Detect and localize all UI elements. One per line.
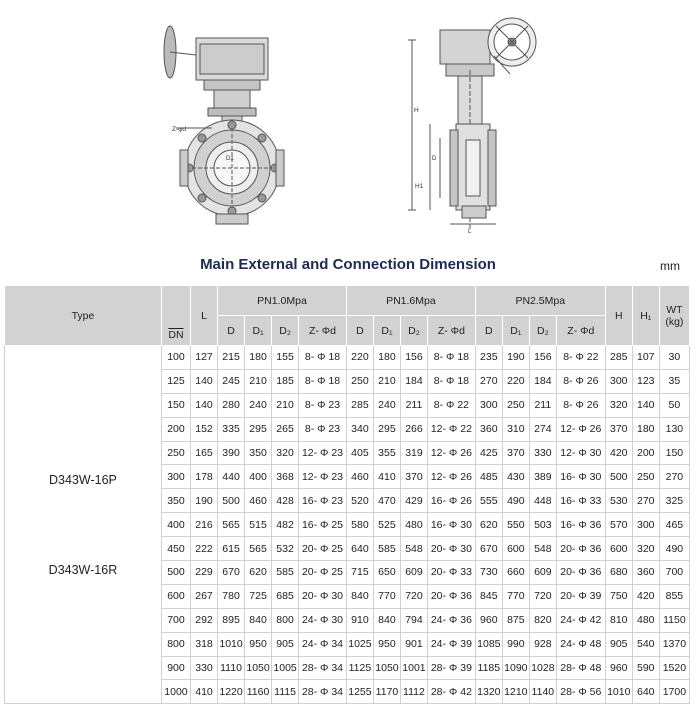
table-cell: 465 — [659, 513, 689, 537]
table-cell: 555 — [475, 489, 502, 513]
table-cell: 840 — [373, 608, 400, 632]
table-cell: 123 — [632, 369, 659, 393]
table-cell: 8- Φ 18 — [427, 369, 475, 393]
front-view-drawing — [164, 26, 284, 224]
table-cell: 300 — [161, 465, 190, 489]
table-cell: 24- Φ 42 — [556, 608, 605, 632]
table-cell: 140 — [191, 393, 218, 417]
table-cell: 480 — [400, 513, 427, 537]
table-cell: 1220 — [218, 680, 245, 704]
table-cell: 250 — [161, 441, 190, 465]
page-title: Main External and Connection Dimension — [200, 256, 496, 273]
table-cell: 700 — [659, 561, 689, 585]
table-cell: 285 — [346, 393, 373, 417]
table-cell: 12- Φ 23 — [299, 441, 347, 465]
table-cell: 292 — [191, 608, 218, 632]
table-cell: 360 — [475, 417, 502, 441]
dimension-table — [4, 285, 690, 704]
header-d1: D₁ — [373, 316, 400, 346]
table-cell: 503 — [529, 513, 556, 537]
table-cell: 28- Φ 42 — [427, 680, 475, 704]
table-cell: 267 — [191, 584, 218, 608]
table-cell: 28- Φ 34 — [299, 656, 347, 680]
table-cell: 295 — [373, 417, 400, 441]
table-cell: 300 — [632, 513, 659, 537]
table-cell: 330 — [529, 441, 556, 465]
table-cell: 20- Φ 39 — [556, 584, 605, 608]
table-cell: 770 — [373, 584, 400, 608]
table-cell: 400 — [161, 513, 190, 537]
table-cell: 20- Φ 25 — [299, 537, 347, 561]
table-cell: 340 — [346, 417, 373, 441]
table-cell: 184 — [400, 369, 427, 393]
h1-label: H1 — [415, 183, 424, 190]
table-cell: 8- Φ 18 — [427, 346, 475, 370]
table-cell: 490 — [502, 489, 529, 513]
header-d2: D₂ — [272, 316, 299, 346]
table-cell: 1110 — [218, 656, 245, 680]
table-cell: 16- Φ 25 — [299, 513, 347, 537]
table-body — [5, 346, 690, 704]
table-cell: 1112 — [400, 680, 427, 704]
table-cell: 30 — [659, 346, 689, 370]
table-cell: 548 — [529, 537, 556, 561]
table-cell: 448 — [529, 489, 556, 513]
table-cell: 319 — [400, 441, 427, 465]
table-cell: 250 — [346, 369, 373, 393]
table-cell: 150 — [161, 393, 190, 417]
header-pn10: PN1.0Mpa — [218, 286, 347, 316]
table-cell: 140 — [191, 369, 218, 393]
table-cell: 190 — [191, 489, 218, 513]
table-cell: 24- Φ 36 — [427, 608, 475, 632]
header-dn — [161, 286, 190, 346]
table-cell: 300 — [475, 393, 502, 417]
side-view-drawing — [408, 18, 536, 230]
header-z-phi-d: Z- Φd — [427, 316, 475, 346]
table-cell: 20- Φ 36 — [556, 537, 605, 561]
table-cell: 1025 — [346, 632, 373, 656]
header-z-phi-d: Z- Φd — [299, 316, 347, 346]
d-label: D — [432, 156, 437, 162]
table-cell: 840 — [245, 608, 272, 632]
table-cell: 320 — [272, 441, 299, 465]
table-cell: 370 — [605, 417, 632, 441]
table-cell: 270 — [632, 489, 659, 513]
table-cell: 565 — [218, 513, 245, 537]
table-cell: 640 — [346, 537, 373, 561]
header-d: D — [218, 316, 245, 346]
table-cell: 12- Φ 26 — [427, 441, 475, 465]
table-cell: 210 — [272, 393, 299, 417]
table-cell: 320 — [605, 393, 632, 417]
table-cell: 250 — [502, 393, 529, 417]
header-d: D — [475, 316, 502, 346]
table-cell: 24- Φ 39 — [427, 632, 475, 656]
table-cell: 1085 — [475, 632, 502, 656]
table-cell: 295 — [245, 417, 272, 441]
header-type: Type — [5, 286, 162, 346]
table-cell: 240 — [245, 393, 272, 417]
table-cell: 900 — [161, 656, 190, 680]
table-cell: 355 — [373, 441, 400, 465]
table-cell: 16- Φ 30 — [556, 465, 605, 489]
table-cell: 127 — [191, 346, 218, 370]
table-cell: 155 — [272, 346, 299, 370]
table-cell: 150 — [659, 441, 689, 465]
table-cell: 500 — [605, 465, 632, 489]
table-cell: 1700 — [659, 680, 689, 704]
table-cell: 428 — [272, 489, 299, 513]
table-row — [5, 346, 690, 370]
table-cell: 20- Φ 30 — [299, 584, 347, 608]
table-cell: 730 — [475, 561, 502, 585]
table-cell: 180 — [245, 346, 272, 370]
table-cell: 800 — [272, 608, 299, 632]
table-cell: 950 — [373, 632, 400, 656]
table-cell: 1000 — [161, 680, 190, 704]
table-cell: 520 — [346, 489, 373, 513]
h-label: H — [414, 107, 419, 114]
table-cell: 440 — [218, 465, 245, 489]
table-cell: 620 — [475, 513, 502, 537]
table-cell: 780 — [218, 584, 245, 608]
table-cell: 500 — [161, 561, 190, 585]
table-cell: 580 — [346, 513, 373, 537]
table-cell: 1170 — [373, 680, 400, 704]
type-label: D343W-16R — [48, 562, 118, 577]
header-d1: D₁ — [245, 316, 272, 346]
table-cell: 450 — [161, 537, 190, 561]
table-cell: 430 — [502, 465, 529, 489]
table-cell: 720 — [400, 584, 427, 608]
table-cell: 1320 — [475, 680, 502, 704]
table-cell: 1185 — [475, 656, 502, 680]
table-cell: 24- Φ 48 — [556, 632, 605, 656]
table-cell: 360 — [632, 561, 659, 585]
table-cell: 325 — [659, 489, 689, 513]
table-cell: 425 — [475, 441, 502, 465]
table-cell: 24- Φ 34 — [299, 632, 347, 656]
table-cell: 200 — [632, 441, 659, 465]
table-cell: 330 — [191, 656, 218, 680]
header-wt: WT (kg) — [659, 286, 689, 346]
table-cell: 1010 — [605, 680, 632, 704]
table-cell: 460 — [346, 465, 373, 489]
header-d2: D₂ — [400, 316, 427, 346]
table-cell: 178 — [191, 465, 218, 489]
table-cell: 12- Φ 30 — [556, 441, 605, 465]
table-cell: 8- Φ 18 — [299, 369, 347, 393]
table-cell: 530 — [605, 489, 632, 513]
table-cell: 565 — [245, 537, 272, 561]
table-cell: 670 — [475, 537, 502, 561]
header-pn25: PN2.5Mpa — [475, 286, 605, 316]
table-cell: 130 — [659, 417, 689, 441]
table-cell: 1125 — [346, 656, 373, 680]
table-cell: 460 — [245, 489, 272, 513]
table-cell: 280 — [218, 393, 245, 417]
table-cell: 650 — [373, 561, 400, 585]
table-cell: 1050 — [245, 656, 272, 680]
table-cell: 12- Φ 26 — [556, 417, 605, 441]
table-cell: 1115 — [272, 680, 299, 704]
table-cell: 220 — [346, 346, 373, 370]
table-cell: 1090 — [502, 656, 529, 680]
table-cell: 515 — [245, 513, 272, 537]
header-d2: D₂ — [529, 316, 556, 346]
table-cell: 725 — [245, 584, 272, 608]
table-cell: 240 — [373, 393, 400, 417]
table-cell: 500 — [218, 489, 245, 513]
table-cell: 28- Φ 39 — [427, 656, 475, 680]
table-cell: 794 — [400, 608, 427, 632]
table-cell: 1255 — [346, 680, 373, 704]
table-cell: 820 — [529, 608, 556, 632]
table-cell: 310 — [502, 417, 529, 441]
header-pn16: PN1.6Mpa — [346, 286, 475, 316]
table-cell: 245 — [218, 369, 245, 393]
table-cell: 28- Φ 56 — [556, 680, 605, 704]
table-cell: 810 — [605, 608, 632, 632]
table-cell: 24- Φ 30 — [299, 608, 347, 632]
table-cell: 100 — [161, 346, 190, 370]
table-cell: 16- Φ 30 — [427, 513, 475, 537]
table-cell: 950 — [245, 632, 272, 656]
table-cell: 12- Φ 23 — [299, 465, 347, 489]
table-cell: 990 — [502, 632, 529, 656]
table-cell: 16- Φ 23 — [299, 489, 347, 513]
table-cell: 840 — [346, 584, 373, 608]
table-cell: 660 — [502, 561, 529, 585]
header-d: D — [346, 316, 373, 346]
table-cell: 8- Φ 22 — [427, 393, 475, 417]
table-cell: 270 — [659, 465, 689, 489]
table-cell: 1010 — [218, 632, 245, 656]
table-cell: 300 — [605, 369, 632, 393]
table-cell: 410 — [191, 680, 218, 704]
table-cell: 855 — [659, 584, 689, 608]
l-label: L — [468, 229, 472, 235]
table-cell: 8- Φ 23 — [299, 417, 347, 441]
table-cell: 165 — [191, 441, 218, 465]
table-cell: 895 — [218, 608, 245, 632]
table-cell: 235 — [475, 346, 502, 370]
table-cell: 585 — [373, 537, 400, 561]
table-cell: 370 — [502, 441, 529, 465]
table-cell: 210 — [373, 369, 400, 393]
table-cell: 216 — [191, 513, 218, 537]
table-cell: 700 — [161, 608, 190, 632]
table-cell: 845 — [475, 584, 502, 608]
table-cell: 222 — [191, 537, 218, 561]
table-cell: 1028 — [529, 656, 556, 680]
table-cell: 600 — [502, 537, 529, 561]
table-cell: 389 — [529, 465, 556, 489]
table-cell: 770 — [502, 584, 529, 608]
table-cell: 400 — [245, 465, 272, 489]
table-cell: 8- Φ 26 — [556, 369, 605, 393]
table-cell: 266 — [400, 417, 427, 441]
table-cell: 570 — [605, 513, 632, 537]
table-cell: 600 — [161, 584, 190, 608]
table-cell: 16- Φ 33 — [556, 489, 605, 513]
table-cell: 350 — [161, 489, 190, 513]
header-z-phi-d: Z- Φd — [556, 316, 605, 346]
unit-label: mm — [660, 259, 680, 273]
table-cell: 35 — [659, 369, 689, 393]
table-cell: 16- Φ 36 — [556, 513, 605, 537]
table-cell: 211 — [529, 393, 556, 417]
d1-label: D1 — [226, 156, 234, 162]
header-h: H — [605, 286, 632, 346]
table-cell: 1140 — [529, 680, 556, 704]
table-cell: 715 — [346, 561, 373, 585]
table-cell: 200 — [161, 417, 190, 441]
table-cell: 525 — [373, 513, 400, 537]
table-cell: 152 — [191, 417, 218, 441]
table-cell: 274 — [529, 417, 556, 441]
type-cell — [5, 346, 162, 704]
table-cell: 590 — [632, 656, 659, 680]
table-cell: 620 — [245, 561, 272, 585]
table-cell: 229 — [191, 561, 218, 585]
table-cell: 20- Φ 36 — [427, 584, 475, 608]
table-cell: 1210 — [502, 680, 529, 704]
table-cell: 485 — [475, 465, 502, 489]
header-d1: D₁ — [502, 316, 529, 346]
table-cell: 960 — [605, 656, 632, 680]
table-cell: 720 — [529, 584, 556, 608]
table-cell: 800 — [161, 632, 190, 656]
table-cell: 20- Φ 36 — [556, 561, 605, 585]
table-cell: 1520 — [659, 656, 689, 680]
table-cell: 1050 — [373, 656, 400, 680]
table-cell: 615 — [218, 537, 245, 561]
table-cell: 550 — [502, 513, 529, 537]
header-h1: H₁ — [632, 286, 659, 346]
table-cell: 1005 — [272, 656, 299, 680]
table-cell: 1370 — [659, 632, 689, 656]
table-cell: 211 — [400, 393, 427, 417]
table-cell: 320 — [632, 537, 659, 561]
table-cell: 540 — [632, 632, 659, 656]
table-cell: 490 — [659, 537, 689, 561]
table-cell: 600 — [605, 537, 632, 561]
table-cell: 285 — [605, 346, 632, 370]
table-cell: 28- Φ 34 — [299, 680, 347, 704]
table-cell: 609 — [529, 561, 556, 585]
table-cell: 585 — [272, 561, 299, 585]
table-cell: 16- Φ 26 — [427, 489, 475, 513]
table-cell: 480 — [632, 608, 659, 632]
table-cell: 928 — [529, 632, 556, 656]
table-cell: 875 — [502, 608, 529, 632]
table-cell: 20- Φ 25 — [299, 561, 347, 585]
table-cell: 50 — [659, 393, 689, 417]
table-cell: 901 — [400, 632, 427, 656]
table-cell: 125 — [161, 369, 190, 393]
table-cell: 185 — [272, 369, 299, 393]
table-cell: 390 — [218, 441, 245, 465]
table-cell: 156 — [529, 346, 556, 370]
table-cell: 905 — [605, 632, 632, 656]
table-cell: 20- Φ 30 — [427, 537, 475, 561]
table-cell: 420 — [605, 441, 632, 465]
table-cell: 180 — [632, 417, 659, 441]
table-cell: 12- Φ 26 — [427, 465, 475, 489]
table-cell: 482 — [272, 513, 299, 537]
table-cell: 156 — [400, 346, 427, 370]
table-cell: 28- Φ 48 — [556, 656, 605, 680]
table-cell: 270 — [475, 369, 502, 393]
table-cell: 350 — [245, 441, 272, 465]
table-cell: 680 — [605, 561, 632, 585]
header-dn-text: $\overline{DN}$ — [168, 329, 184, 341]
table-cell: 250 — [632, 465, 659, 489]
table-cell: 12- Φ 22 — [427, 417, 475, 441]
table-cell: 470 — [373, 489, 400, 513]
table-cell: 107 — [632, 346, 659, 370]
valve-drawings — [0, 0, 696, 245]
table-cell: 548 — [400, 537, 427, 561]
table-cell: 180 — [373, 346, 400, 370]
table-cell: 215 — [218, 346, 245, 370]
table-cell: 429 — [400, 489, 427, 513]
table-cell: 265 — [272, 417, 299, 441]
table-cell: 210 — [245, 369, 272, 393]
table-cell: 410 — [373, 465, 400, 489]
table-cell: 8- Φ 18 — [299, 346, 347, 370]
table-cell: 20- Φ 33 — [427, 561, 475, 585]
table-cell: 420 — [632, 584, 659, 608]
table-cell: 368 — [272, 465, 299, 489]
table-cell: 1160 — [245, 680, 272, 704]
table-cell: 8- Φ 23 — [299, 393, 347, 417]
table-cell: 905 — [272, 632, 299, 656]
table-cell: 184 — [529, 369, 556, 393]
table-cell: 532 — [272, 537, 299, 561]
table-cell: 609 — [400, 561, 427, 585]
table-cell: 640 — [632, 680, 659, 704]
table-cell: 8- Φ 26 — [556, 393, 605, 417]
table-cell: 960 — [475, 608, 502, 632]
z-phi-d-label: Z-φd — [172, 126, 186, 133]
table-cell: 1001 — [400, 656, 427, 680]
table-cell: 405 — [346, 441, 373, 465]
table-cell: 370 — [400, 465, 427, 489]
table-cell: 685 — [272, 584, 299, 608]
table-cell: 190 — [502, 346, 529, 370]
header-l: L — [191, 286, 218, 346]
table-cell: 750 — [605, 584, 632, 608]
table-cell: 910 — [346, 608, 373, 632]
table-cell: 670 — [218, 561, 245, 585]
table-cell: 318 — [191, 632, 218, 656]
table-cell: 8- Φ 22 — [556, 346, 605, 370]
table-cell: 335 — [218, 417, 245, 441]
table-cell: 140 — [632, 393, 659, 417]
type-label: D343W-16P — [49, 472, 117, 487]
table-cell: 1150 — [659, 608, 689, 632]
table-cell: 220 — [502, 369, 529, 393]
